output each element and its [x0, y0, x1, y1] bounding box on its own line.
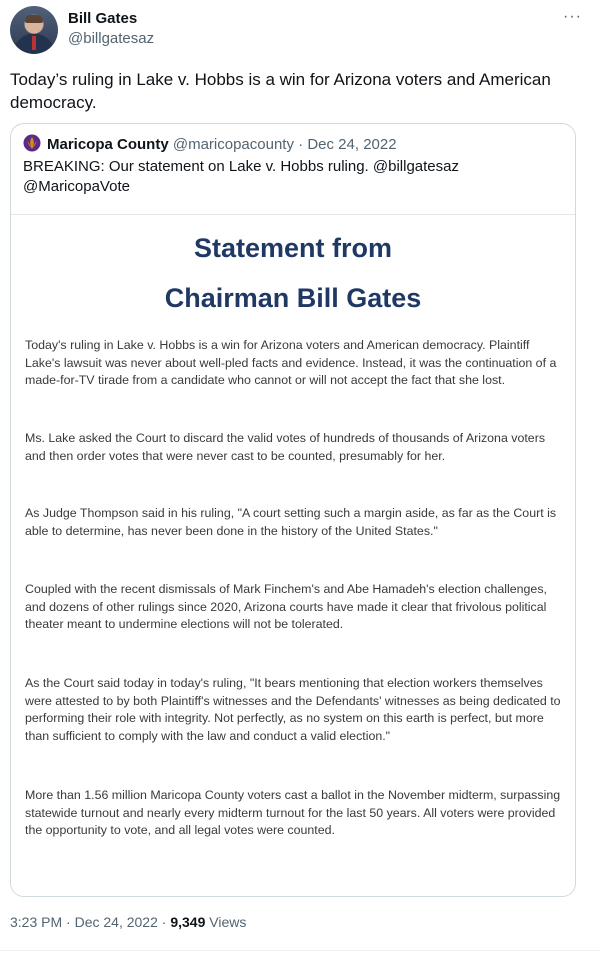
tweet-date[interactable]: Dec 24, 2022 [74, 914, 158, 930]
statement-paragraph: Today's ruling in Lake v. Hobbs is a win for Arizona voters and American democracy. Plaintiff Lake's lawsuit was never about well-pled facts and evidence. Instead, it was the continuation of a made-for-TV tirade from a candidate who cannot or will not accept the fact that she lost. [25, 338, 557, 387]
tweet-text: Today’s ruling in Lake v. Hobbs is a win for Arizona voters and American democracy. [10, 70, 551, 112]
quoted-tweet[interactable] [10, 123, 576, 897]
meta-separator: · [62, 914, 75, 930]
quoted-text: BREAKING: Our statement on Lake v. Hobbs ruling. @billgatesaz @MaricopaVote [23, 158, 459, 195]
avatar-tie [32, 36, 36, 50]
quoted-handle[interactable]: @maricopacounty [172, 136, 294, 153]
statement-paragraph: As the Court said today in today's ruling, "It bears mentioning that election workers themselves were attested to by both Plaintiff's witnesses and the Defendants' witnesses as being dedicated to performing their role with integrity. Not perfectly, as no system on this earth is perfect, but more than sufficient to comply with the law and conduct a valid election." [25, 676, 561, 743]
tweet-time[interactable]: 3:23 PM [10, 914, 63, 930]
author-handle[interactable]: @billgatesaz [68, 30, 155, 47]
divider [0, 950, 600, 951]
views-label: Views [209, 914, 247, 930]
author-display-name[interactable]: Bill Gates [68, 10, 138, 27]
quoted-date[interactable]: Dec 24, 2022 [307, 136, 397, 153]
more-horizontal-icon[interactable]: ··· [563, 8, 582, 25]
avatar[interactable] [10, 6, 58, 54]
tweet-header [10, 6, 590, 54]
statement-title-line2: Chairman Bill Gates [164, 283, 422, 313]
statement-paragraph: More than 1.56 million Maricopa County voters cast a ballot in the November midterm, surpassing statewide turnout and nearly every midterm turnout for the last 50 years. All voters were provided the opportunity to vote, and all legal votes were counted. [25, 788, 561, 837]
author-names [68, 9, 154, 49]
quoted-tweet-header [23, 134, 563, 155]
views-count[interactable]: 9,349 [170, 914, 206, 930]
statement-title-line1: Statement from [193, 233, 393, 263]
maricopa-county-logo [23, 134, 41, 152]
statement-paragraph: As Judge Thompson said in his ruling, "A court setting such a margin aside, as far as the Court is able to determine, has never been done in the history of the United States." [25, 506, 557, 538]
statement-image[interactable] [11, 214, 575, 897]
tweet-meta [10, 912, 246, 932]
statement-paragraph: Coupled with the recent dismissals of Mark Finchem's and Abe Hamadeh's election challenges, and dozens of other rulings since 2020, Arizona courts have made it clear that frivolous political theater meant to undermine elections will not be tolerated. [25, 582, 547, 631]
quoted-display-name[interactable]: Maricopa County [47, 136, 169, 153]
meta-separator: · [157, 914, 171, 930]
statement-paragraph: Ms. Lake asked the Court to discard the valid votes of hundreds of thousands of Arizona voters and then order votes that were never cast to be counted, presumably for her. [25, 431, 546, 463]
quoted-separator: · [293, 136, 308, 153]
avatar-hair [25, 15, 43, 23]
